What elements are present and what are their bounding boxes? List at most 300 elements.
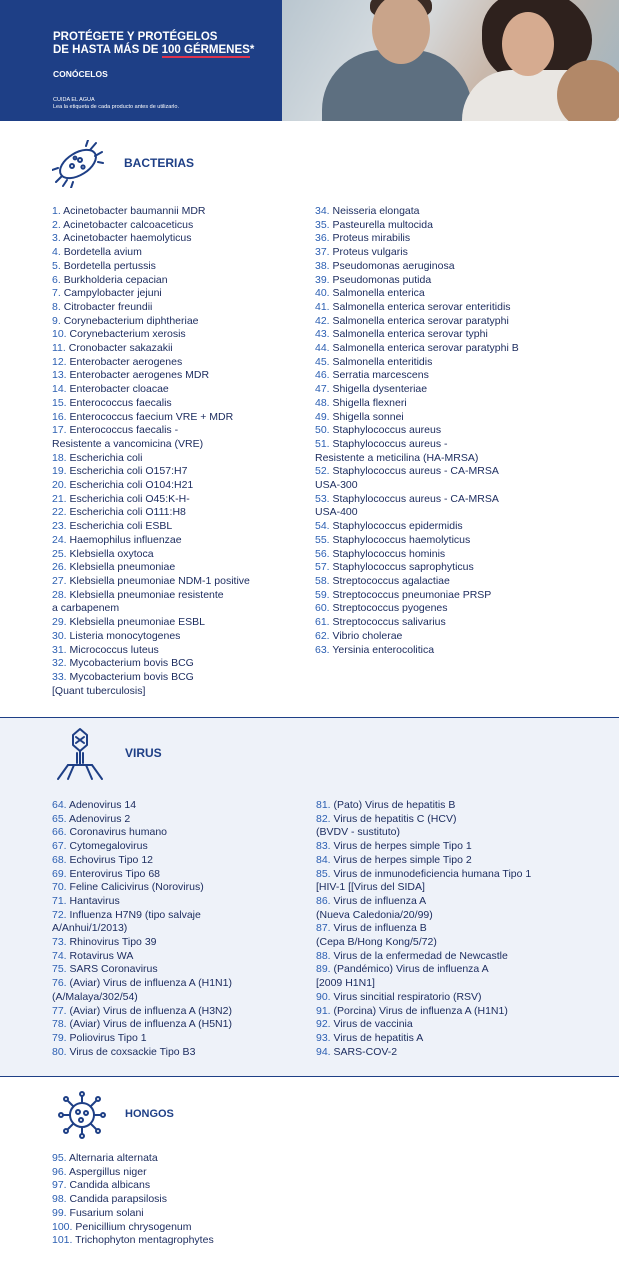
germ-list-item [315,274,615,288]
germ-list-item [315,479,615,493]
germ-name: Acinetobacter baumannii MDR [63,205,206,217]
germ-number: 52. [315,465,330,478]
germ-name: Feline Calicivirus (Norovirus) [69,881,204,894]
germ-list-item [315,301,615,315]
germ-number: 77. [52,1004,67,1017]
germ-number: 14. [52,383,67,396]
germ-list-item [52,520,307,534]
germ-number: 12. [52,355,67,368]
germ-name: Neisseria elongata [332,205,420,217]
germ-number: 81. [316,799,331,811]
germ-number: 91. [316,1004,331,1017]
germ-list-item [316,895,616,909]
germ-name: Candida albicans [69,1179,151,1192]
germ-list-item [52,424,307,438]
hero-title-line1: PROTÉGETE Y PROTÉGELOS [53,31,218,43]
germ-name: Echovirus Tipo 12 [69,853,153,866]
germ-number: 73. [52,936,67,949]
germ-name: (Pandémico) Virus de influenza A [333,963,489,976]
bacteria-icon [52,140,104,188]
germ-name: Citrobacter freundii [63,300,153,313]
germ-name: Mycobacterium bovis BCG [69,657,194,670]
germ-list-item [52,1018,307,1032]
germ-number: 25. [52,547,67,560]
germ-number: 97. [52,1179,67,1192]
germ-list-item [52,1152,352,1166]
germ-list-item [52,301,307,315]
germ-number: 50. [315,424,330,437]
germ-list-item [52,1207,352,1221]
germ-name: Salmonella enteritidis [332,355,433,368]
germ-name: Adenovirus 14 [68,799,137,811]
germ-list-item [52,685,307,699]
germ-number: 35. [315,218,330,231]
germ-number: 31. [52,643,67,656]
germ-number: 32. [52,657,67,670]
virus-list-right [316,799,616,1059]
germ-number: 74. [52,949,67,962]
germ-list-item [52,950,307,964]
germ-number: 100. [52,1220,73,1233]
germ-number: 60. [315,602,330,615]
germ-list-item [52,219,307,233]
germ-name: (Aviar) Virus de influenza A (H3N2) [69,1004,232,1017]
germ-number: 53. [315,492,330,505]
germ-name: Trichophyton mentagrophytes [75,1234,214,1247]
germ-list-item [315,438,615,452]
germ-number: 96. [52,1165,67,1178]
germ-name: Klebsiella pneumoniae NDM-1 positive [69,574,250,587]
germ-list-item [52,315,307,329]
germ-list-item [52,895,307,909]
germ-list-item [52,936,307,950]
germ-list-item [315,506,615,520]
germ-list-item [316,813,616,827]
germ-name: Poliovirus Tipo 1 [69,1031,147,1044]
germ-name: Pasteurella multocida [332,218,433,231]
germ-list-item [315,630,615,644]
germ-list-item [315,205,615,219]
germ-number: 78. [52,1018,67,1031]
germ-name: Listeria monocytogenes [69,629,181,642]
germ-list-item [52,881,307,895]
germ-name: Escherichia coli O111:H8 [69,506,186,519]
germ-list-item [52,548,307,562]
germ-number: 36. [315,232,330,245]
germ-list-item [52,826,307,840]
virus-icon [54,727,106,783]
germ-number: 48. [315,396,330,409]
germ-name: Burkholderia cepacian [63,273,168,286]
germ-list-item [316,922,616,936]
germ-number: 72. [52,908,67,921]
germ-number: 37. [315,246,330,259]
germ-name: Enterobacter aerogenes [69,355,183,368]
germ-list-item [52,397,307,411]
germ-name: Virus de hepatitis C (HCV) [333,812,457,825]
germ-list-item [52,799,307,813]
germ-name: Enterovirus Tipo 68 [69,867,160,880]
hero-title-asterisk: * [249,44,255,56]
germ-list-item [52,963,307,977]
germ-name: Klebsiella pneumoniae ESBL [69,616,205,629]
germ-list-item [315,534,615,548]
germ-name: Escherichia coli [69,451,143,464]
germ-number: 47. [315,383,330,396]
germ-number: 9. [52,314,61,327]
germ-name: Staphylococcus saprophyticus [332,561,474,574]
germ-number: 98. [52,1193,67,1206]
germ-list-item [52,1193,352,1207]
germ-name: Virus de hepatitis A [333,1031,424,1044]
germ-name: Staphylococcus aureus [332,424,442,437]
germ-number: 26. [52,561,67,574]
germ-name: (Aviar) Virus de influenza A (H1N1) [69,977,232,990]
germ-number: 3. [52,232,61,245]
germ-number: 99. [52,1206,67,1219]
germ-list-item [52,493,307,507]
germ-number: 69. [52,867,67,880]
germ-list-item [52,205,307,219]
germ-number: 11. [52,342,66,355]
virus-title: VIRUS [125,746,162,760]
germ-number: 27. [52,574,67,587]
germ-name: Shigella sonnei [332,410,404,423]
germ-list-item [52,909,307,923]
germ-number: 45. [315,355,330,368]
germ-name: (Aviar) Virus de influenza A (H5N1) [69,1018,232,1031]
germ-list-item [316,950,616,964]
germ-name: USA-300 [315,479,358,492]
germ-list-item [315,411,615,425]
germ-name: Aspergillus niger [68,1165,147,1178]
germ-list-item [52,342,307,356]
germ-name: Salmonella enterica serovar typhi [332,328,488,341]
germ-number: 19. [52,465,67,478]
germ-number: 28. [52,588,67,601]
germ-number: 55. [315,533,330,546]
germ-list-item [315,260,615,274]
germ-name: Virus sincitial respiratorio (RSV) [333,990,482,1003]
germ-number: 92. [316,1018,331,1031]
germ-number: 39. [315,273,330,286]
hongos-section [0,1076,619,1280]
germ-list-item [52,644,307,658]
germ-name: SARS Coronavirus [69,963,158,976]
germ-name: Salmonella enterica serovar paratyphi [332,314,509,327]
hero-note [53,97,179,110]
germ-name: Resistente a vancomicina (VRE) [52,437,204,450]
germ-name: Cronobacter sakazakii [68,342,173,355]
hero-note-line2: Lea la etiqueta de cada producto antes de utilizarlo. [53,103,179,110]
germ-list-item [52,369,307,383]
germ-list-item [315,219,615,233]
germ-list-item [315,232,615,246]
germ-name: SARS-COV-2 [333,1045,398,1058]
germ-number: 24. [52,533,67,546]
germ-name: Escherichia coli O104:H21 [69,479,194,492]
germ-number: 63. [315,643,330,656]
germ-number: 66. [52,826,67,839]
hero-banner [0,0,619,121]
germ-name: Rhinovirus Tipo 39 [69,936,157,949]
germ-name: Streptococcus agalactiae [332,574,450,587]
germ-list-item [316,854,616,868]
germ-number: 95. [52,1152,67,1164]
germ-name: [Quant tuberculosis] [52,684,146,697]
germ-list-item [315,383,615,397]
germ-number: 89. [316,963,331,976]
germ-list-item [316,1046,616,1060]
germ-list-item [52,356,307,370]
germ-name: A/Anhui/1/2013) [52,922,128,935]
germ-list-item [315,424,615,438]
germ-number: 85. [316,867,331,880]
germ-name: Alternaria alternata [68,1152,158,1164]
germ-name: Escherichia coli ESBL [69,520,173,533]
germ-name: (BVDV - sustituto) [316,826,401,839]
germ-list-item [315,493,615,507]
germ-number: 51. [315,437,330,450]
germ-list-item [316,881,616,895]
germ-number: 41. [315,300,330,313]
hero-note-line1: CUIDA EL AGUA [53,97,95,103]
germ-number: 84. [316,853,331,866]
germ-list-item [52,274,307,288]
germ-name: Staphylococcus aureus - CA-MRSA [332,492,499,505]
germ-number: 23. [52,520,67,533]
germ-list-item [52,840,307,854]
germ-list-item [52,1234,352,1248]
germ-number: 34. [315,205,330,217]
germ-name: Enterobacter aerogenes MDR [69,369,210,382]
germ-list-item [52,383,307,397]
germ-number: 4. [52,246,61,259]
germ-list-item [52,1166,352,1180]
germ-list-item [52,561,307,575]
germ-number: 83. [316,840,331,853]
hero-title-highlight: 100 GÉRMENES [161,44,250,56]
germ-list-item [316,799,616,813]
germ-list-item [316,963,616,977]
germ-number: 10. [52,328,67,341]
germ-list-item [52,630,307,644]
germ-name: Escherichia coli O45:K-H- [69,492,190,505]
germ-name: Virus de influenza A [333,894,427,907]
germ-number: 46. [315,369,330,382]
germ-list-item [315,644,615,658]
germ-list-item [315,315,615,329]
germ-name: Cytomegalovirus [69,840,148,853]
germ-list-item [316,826,616,840]
germ-number: 57. [315,561,330,574]
germ-list-item [52,328,307,342]
germ-list-item [52,657,307,671]
germ-number: 42. [315,314,330,327]
germ-list-item [316,1005,616,1019]
germ-name: Salmonella enterica serovar enteritidis [332,300,511,313]
germ-number: 90. [316,990,331,1003]
germ-list-item [52,246,307,260]
germ-name: Streptococcus salivarius [332,616,446,629]
germ-list-item [315,246,615,260]
germ-list-item [52,922,307,936]
germ-list-item [52,534,307,548]
germ-name: Shigella dysenteriae [332,383,428,396]
germ-name: Acinetobacter calcoaceticus [63,218,194,231]
germ-list-item [52,287,307,301]
germ-list-item [52,411,307,425]
germ-list-item [316,977,616,991]
germ-list-item [315,548,615,562]
germ-name: Klebsiella pneumoniae [69,561,176,574]
virus-list-left [52,799,307,1059]
germ-number: 21. [52,492,67,505]
germ-name: Virus de herpes simple Tipo 1 [333,840,472,853]
germ-number: 62. [315,629,330,642]
germ-number: 30. [52,629,67,642]
germ-name: Enterococcus faecalis [69,396,172,409]
germ-name: Vibrio cholerae [332,629,403,642]
germ-number: 88. [316,949,331,962]
germ-list-item [315,589,615,603]
germ-name: Staphylococcus epidermidis [332,520,463,533]
germ-name: (A/Malaya/302/54) [52,990,138,1003]
bacterias-list-right [315,205,615,657]
hero-title-line2: DE HASTA MÁS DE [53,44,162,56]
germ-name: [HIV-1 [[Virus del SIDA] [316,881,425,894]
germ-number: 59. [315,588,330,601]
germ-name: Coronavirus humano [69,826,167,839]
germ-number: 61. [315,616,330,629]
germ-number: 43. [315,328,330,341]
germ-list-item [52,1221,352,1235]
hongos-title: HONGOS [125,1108,174,1120]
germ-list-item [315,356,615,370]
germ-number: 82. [316,812,331,825]
germ-list-item [315,616,615,630]
germ-name: Candida parapsilosis [69,1193,168,1206]
germ-list-item [52,813,307,827]
germ-list-item [315,561,615,575]
germ-number: 67. [52,840,67,853]
germ-number: 49. [315,410,330,423]
germ-number: 1. [52,205,61,217]
germ-name: Penicillium chrysogenum [75,1220,192,1233]
germ-name: Streptococcus pneumoniae PRSP [332,588,492,601]
germ-name: Streptococcus pyogenes [332,602,448,615]
germ-number: 87. [316,922,331,935]
germ-number: 93. [316,1031,331,1044]
germ-list-item [315,287,615,301]
germ-number: 18. [52,451,67,464]
germ-name: Klebsiella oxytoca [69,547,154,560]
germ-list-item [316,840,616,854]
germ-name: [2009 H1N1] [316,977,375,990]
germ-name: Bordetella avium [63,246,142,259]
germ-name: Adenovirus 2 [68,812,131,825]
germ-name: Virus de inmunodeficiencia humana Tipo 1 [333,867,532,880]
germ-name: Mycobacterium bovis BCG [69,670,194,683]
germ-name: Enterococcus faecalis - [69,424,179,437]
germ-name: Salmonella enterica [332,287,425,300]
germ-number: 20. [52,479,67,492]
germ-list-item [52,438,307,452]
germ-number: 79. [52,1031,67,1044]
germ-number: 22. [52,506,67,519]
germ-name: Staphylococcus aureus - [332,437,448,450]
germ-number: 5. [52,259,61,272]
germ-number: 94. [316,1045,331,1058]
germ-list-item [52,452,307,466]
germ-number: 40. [315,287,330,300]
virus-section [0,717,619,1077]
germ-name: Pseudomonas aeruginosa [332,259,455,272]
germ-name: Enterococcus faecium VRE + MDR [69,410,234,423]
hero-subtitle: CONÓCELOS [53,69,108,79]
germ-number: 56. [315,547,330,560]
germ-number: 71. [52,894,67,907]
germ-number: 101. [52,1234,73,1247]
germ-number: 7. [52,287,61,300]
germ-name: Proteus mirabilis [332,232,411,245]
germ-list-item [52,671,307,685]
germ-number: 65. [52,812,67,825]
germ-name: Resistente a meticilina (HA-MRSA) [315,451,479,464]
germ-name: Pseudomonas putida [332,273,432,286]
germ-list-item [52,1032,307,1046]
germ-list-item [52,868,307,882]
germ-name: Staphylococcus aureus - CA-MRSA [332,465,499,478]
germ-name: Serratia marcescens [332,369,429,382]
germ-number: 2. [52,218,61,231]
germ-list-item [315,465,615,479]
germ-list-item [315,397,615,411]
germ-name: Enterobacter cloacae [69,383,169,396]
germ-name: (Porcina) Virus de influenza A (H1N1) [333,1004,508,1017]
germ-list-item [52,506,307,520]
germ-name: Klebsiella pneumoniae resistente [69,588,224,601]
germ-list-item [52,260,307,274]
germ-name: (Cepa B/Hong Kong/5/72) [316,936,437,949]
germ-name: Fusarium solani [69,1206,144,1219]
hero-title [53,31,254,57]
bacterias-title: BACTERIAS [124,156,195,170]
germ-name: Virus de la enfermedad de Newcastle [333,949,508,962]
germ-name: Virus de coxsackie Tipo B3 [69,1045,196,1058]
germ-number: 15. [52,396,67,409]
germ-name: Staphylococcus haemolyticus [332,533,471,546]
germ-number: 68. [52,853,67,866]
germ-list-item [315,328,615,342]
germ-list-item [52,479,307,493]
germ-list-item [52,575,307,589]
germ-list-item [52,589,307,603]
germ-name: Corynebacterium diphtheriae [63,314,199,327]
germ-number: 54. [315,520,330,533]
germ-number: 75. [52,963,67,976]
germ-number: 29. [52,616,67,629]
germ-name: Escherichia coli O157:H7 [69,465,188,478]
germ-list-item [52,1179,352,1193]
germ-name: (Nueva Caledonia/20/99) [316,908,433,921]
germ-list-item [316,868,616,882]
germ-list-item [315,369,615,383]
germ-name: Salmonella enterica serovar paratyphi B [332,342,519,355]
family-photo [282,0,619,121]
germ-number: 76. [52,977,67,990]
germ-name: Yersinia enterocolitica [332,643,435,656]
